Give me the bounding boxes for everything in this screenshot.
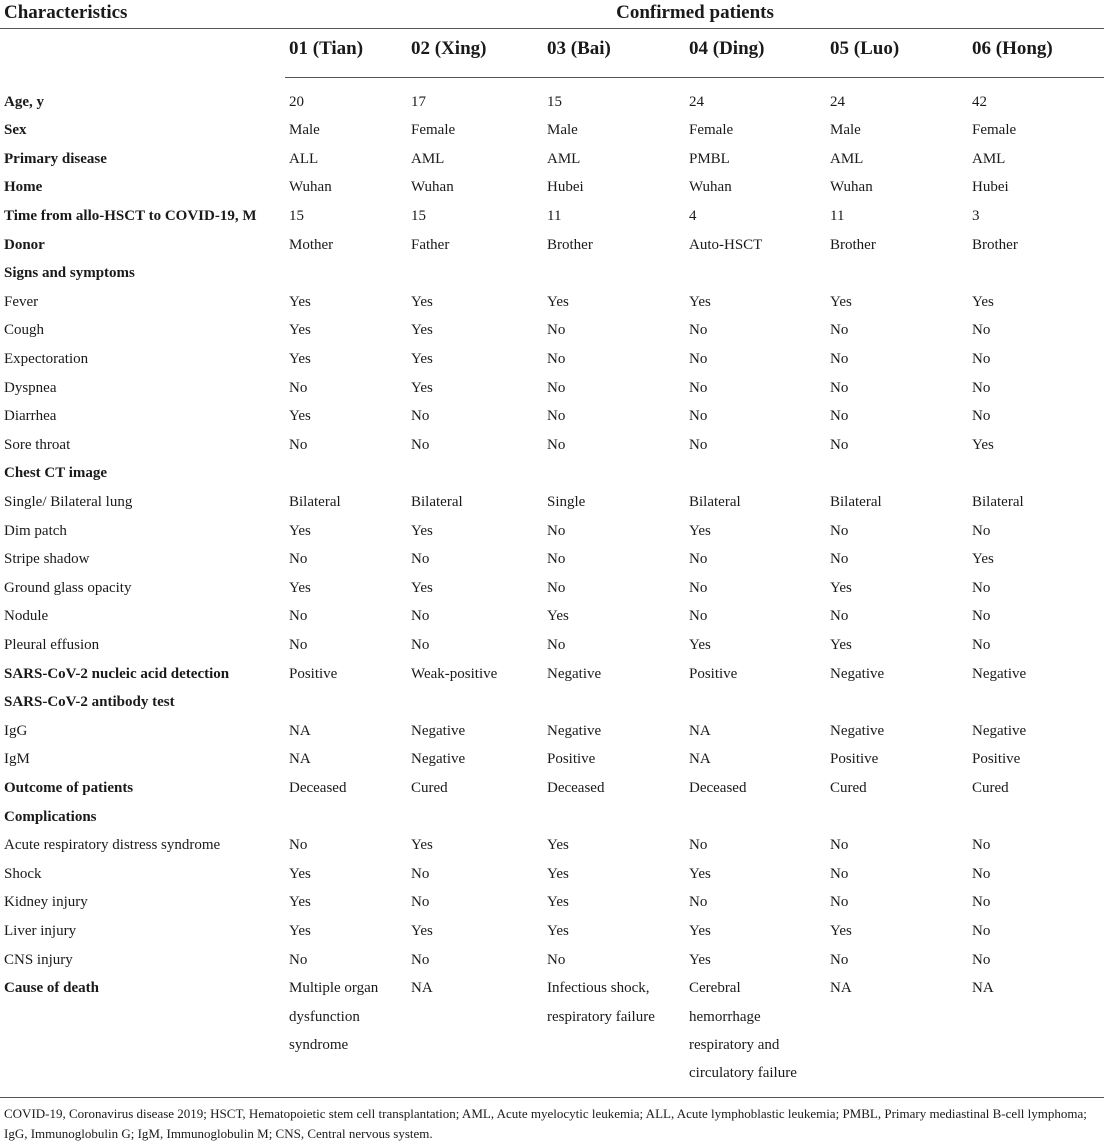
table-cell: No: [830, 608, 849, 625]
table-cell: Male: [547, 122, 578, 139]
table-cell: Male: [289, 122, 320, 139]
table-cell: Yes: [411, 922, 433, 939]
table-cell: No: [972, 522, 991, 539]
row-label: Shock: [4, 865, 42, 882]
table-cell: 24: [830, 93, 845, 110]
table-cell: Yes: [689, 865, 711, 882]
table-cell: No: [289, 436, 308, 453]
table-cell: AML: [972, 150, 1006, 167]
table-cell: Yes: [972, 551, 994, 568]
table-row: [0, 745, 1104, 774]
table-cell: AML: [547, 150, 581, 167]
table-cell: No: [547, 551, 566, 568]
row-label: Cause of death: [4, 980, 100, 997]
table-cell: No: [830, 436, 849, 453]
table-cell: 11: [830, 207, 845, 224]
row-label: CNS injury: [4, 951, 73, 968]
table-row: [0, 574, 1104, 603]
table-cell: AML: [830, 150, 864, 167]
table-row: [0, 288, 1104, 317]
table-row: [0, 660, 1104, 689]
row-label: Stripe shadow: [4, 551, 90, 568]
row-label: Expectoration: [4, 350, 89, 367]
table-cell: No: [411, 865, 430, 882]
table-cell: No: [289, 608, 308, 625]
row-label: Cough: [4, 322, 45, 339]
table-cell: Yes: [547, 922, 569, 939]
table-cell: No: [972, 608, 991, 625]
table-cell: No: [972, 922, 991, 939]
table-row: [0, 116, 1104, 145]
table-cell: No: [411, 636, 430, 653]
patient-header: 01 (Tian): [289, 38, 364, 59]
row-label: IgG: [4, 722, 28, 739]
table-cell: NA: [411, 980, 433, 997]
table-cell: Negative: [411, 751, 466, 768]
table-cell: No: [972, 579, 991, 596]
table-cell: Brother: [830, 236, 876, 253]
table-cell: Yes: [689, 922, 711, 939]
table-cell: Male: [830, 122, 861, 139]
table-cell: Yes: [972, 293, 994, 310]
table-row: [0, 860, 1104, 889]
table-cell: Yes: [547, 293, 569, 310]
table-row: [0, 602, 1104, 631]
table-cell: Yes: [411, 293, 433, 310]
table-cell: Bilateral: [689, 493, 741, 510]
table-cell: Cerebral hemorrhage respiratory and circulatory failure: [689, 980, 797, 1082]
table-cell: Father: [411, 236, 450, 253]
row-label: Chest CT image: [4, 465, 108, 482]
table-cell: Cured: [830, 779, 867, 796]
table-cell: Yes: [411, 322, 433, 339]
table-cell: Negative: [972, 722, 1027, 739]
table-cell: No: [689, 551, 708, 568]
table-cell: Yes: [830, 636, 852, 653]
table-cell: No: [411, 894, 430, 911]
table-cell: Positive: [689, 665, 738, 682]
table-cell: NA: [289, 722, 311, 739]
table-cell: NA: [689, 722, 711, 739]
table-cell: Yes: [289, 922, 311, 939]
row-label: Donor: [4, 236, 45, 253]
table-cell: Yes: [547, 894, 569, 911]
table-cell: Auto-HSCT: [689, 236, 763, 253]
table-cell: No: [289, 551, 308, 568]
table-cell: Negative: [411, 722, 466, 739]
table-footnote: COVID-19, Coronavirus disease 2019; HSCT, Hematopoietic stem cell transplantation; AML, Acute myelocytic leukemia; ALL, Acute lymphoblastic leukemia; PMBL, Primary mediastinal B-cell lymphoma; IgG, Immunoglobulin G; IgM, Immunoglobulin M; CNS, Central nervous system.: [4, 1106, 1087, 1141]
table-cell: Yes: [830, 922, 852, 939]
table-cell: No: [830, 837, 849, 854]
table-row: [0, 459, 1104, 488]
table-cell: No: [972, 837, 991, 854]
table-cell: No: [972, 350, 991, 367]
table-row: [0, 631, 1104, 660]
table-row: [0, 431, 1104, 460]
table-row: [0, 917, 1104, 946]
table-cell: NA: [289, 751, 311, 768]
table-cell: Female: [972, 122, 1017, 139]
row-label: Ground glass opacity: [4, 579, 132, 596]
table-row: [0, 803, 1104, 832]
table-row: [0, 88, 1104, 117]
table-cell: 11: [547, 207, 562, 224]
table-cell: No: [289, 837, 308, 854]
table-cell: Weak-positive: [411, 665, 498, 682]
table-row: [0, 173, 1104, 202]
row-label: Dyspnea: [4, 379, 57, 396]
table-cell: 15: [289, 207, 304, 224]
table-row: [0, 517, 1104, 546]
table-cell: Yes: [411, 579, 433, 596]
table-cell: Bilateral: [830, 493, 882, 510]
table-cell: Yes: [411, 350, 433, 367]
table-cell: No: [289, 636, 308, 653]
table-cell: Deceased: [689, 779, 747, 796]
table-cell: Yes: [289, 408, 311, 425]
table-cell: Single: [547, 493, 586, 510]
table-cell: Negative: [830, 722, 885, 739]
table-cell: No: [547, 951, 566, 968]
table-cell: No: [830, 951, 849, 968]
table-cell: No: [411, 951, 430, 968]
table-cell: AML: [411, 150, 445, 167]
table-cell: Negative: [830, 665, 885, 682]
table-row: [0, 259, 1104, 288]
table-cell: No: [547, 322, 566, 339]
table-row: [0, 545, 1104, 574]
table-row: [0, 374, 1104, 403]
table-cell: Wuhan: [830, 179, 873, 196]
table-cell: Deceased: [547, 779, 605, 796]
table-cell: Yes: [289, 865, 311, 882]
table-cell: 15: [547, 93, 562, 110]
table-cell: No: [547, 408, 566, 425]
table-row: [0, 202, 1104, 231]
table-cell: No: [689, 350, 708, 367]
table-row: [0, 402, 1104, 431]
table-cell: Yes: [689, 636, 711, 653]
row-label: SARS-CoV-2 nucleic acid detection: [4, 665, 230, 682]
table-cell: No: [689, 894, 708, 911]
table-cell: No: [830, 865, 849, 882]
row-label: Signs and symptoms: [4, 265, 135, 282]
row-label: Liver injury: [4, 922, 77, 939]
row-label: Primary disease: [4, 150, 107, 167]
row-label: Home: [4, 179, 43, 196]
row-label: Sex: [4, 122, 27, 139]
table-cell: No: [547, 579, 566, 596]
table-cell: Positive: [972, 751, 1021, 768]
table-cell: Yes: [689, 293, 711, 310]
table-cell: Brother: [972, 236, 1018, 253]
table-cell: Bilateral: [289, 493, 341, 510]
table-row: [0, 717, 1104, 746]
table-cell: Yes: [289, 293, 311, 310]
table-cell: No: [689, 608, 708, 625]
table-cell: No: [830, 408, 849, 425]
table-cell: Yes: [972, 436, 994, 453]
table-cell: 17: [411, 93, 426, 110]
row-label: Age, y: [4, 93, 44, 110]
row-label: Outcome of patients: [4, 779, 134, 796]
patient-header: 02 (Xing): [411, 38, 487, 59]
header-group-rule: [0, 28, 1104, 29]
table-row: [0, 488, 1104, 517]
table-cell: Negative: [972, 665, 1027, 682]
table-cell: No: [289, 951, 308, 968]
table-cell: NA: [689, 751, 711, 768]
table-cell: No: [689, 579, 708, 596]
table-cell: Positive: [289, 665, 338, 682]
table-cell: 42: [972, 93, 987, 110]
table-cell: Yes: [289, 350, 311, 367]
table-cell: Positive: [830, 751, 879, 768]
table-cell: No: [411, 551, 430, 568]
table-row: [0, 831, 1104, 860]
table-cell: Yes: [411, 379, 433, 396]
table-cell: No: [289, 379, 308, 396]
table-cell: Yes: [289, 894, 311, 911]
table-row: [0, 145, 1104, 174]
table-cell: Yes: [547, 865, 569, 882]
table-cell: No: [972, 865, 991, 882]
table-cell: No: [830, 894, 849, 911]
table-cell: No: [411, 608, 430, 625]
row-label: Diarrhea: [4, 408, 57, 425]
row-label: Acute respiratory distress syndrome: [4, 837, 221, 854]
row-label: IgM: [4, 751, 30, 768]
table-cell: Yes: [411, 522, 433, 539]
patient-header: 06 (Hong): [972, 38, 1053, 59]
table-cell: No: [689, 837, 708, 854]
table-cell: Yes: [830, 579, 852, 596]
table-cell: Cured: [972, 779, 1009, 796]
header-characteristics: Characteristics: [4, 2, 128, 23]
table-cell: Negative: [547, 722, 602, 739]
table-cell: Wuhan: [289, 179, 332, 196]
table-cell: Yes: [547, 608, 569, 625]
table-row: [0, 774, 1104, 803]
table-cell: No: [411, 408, 430, 425]
table-cell: Cured: [411, 779, 448, 796]
table-bottom-rule: [0, 1097, 1104, 1098]
table-row: [0, 946, 1104, 975]
table-row: [0, 888, 1104, 917]
table-cell: No: [972, 408, 991, 425]
table-cell: Bilateral: [411, 493, 463, 510]
table-cell: Wuhan: [689, 179, 732, 196]
table-cell: Female: [689, 122, 734, 139]
table-cell: No: [547, 636, 566, 653]
table-cell: No: [972, 951, 991, 968]
table-cell: 3: [972, 207, 980, 224]
row-label: Complications: [4, 808, 97, 825]
row-label: Sore throat: [4, 436, 71, 453]
table-cell: NA: [972, 980, 994, 997]
table-cell: Hubei: [972, 179, 1009, 196]
table-cell: No: [972, 379, 991, 396]
table-cell: Infectious shock, respiratory failure: [547, 980, 655, 1025]
table-cell: 15: [411, 207, 426, 224]
table-cell: No: [689, 379, 708, 396]
table-cell: No: [547, 522, 566, 539]
table-cell: No: [411, 436, 430, 453]
table-cell: No: [830, 379, 849, 396]
table-cell: Wuhan: [411, 179, 454, 196]
row-label: Fever: [4, 293, 39, 310]
table-cell: 20: [289, 93, 304, 110]
table-cell: Yes: [289, 322, 311, 339]
patient-header: 05 (Luo): [830, 38, 900, 59]
row-label: Pleural effusion: [4, 636, 100, 653]
table-cell: Positive: [547, 751, 596, 768]
table-cell: No: [547, 436, 566, 453]
table-cell: Female: [411, 122, 456, 139]
row-label: Time from allo-HSCT to COVID-19, M: [4, 207, 257, 224]
table-cell: Mother: [289, 236, 334, 253]
table-cell: 24: [689, 93, 704, 110]
table-cell: Deceased: [289, 779, 347, 796]
table-cell: No: [972, 894, 991, 911]
table-cell: Yes: [411, 837, 433, 854]
row-label: SARS-CoV-2 antibody test: [4, 694, 175, 711]
table-cell: 4: [689, 207, 697, 224]
table-cell: No: [830, 522, 849, 539]
table-cell: No: [689, 436, 708, 453]
header-confirmed-patients: Confirmed patients: [616, 2, 774, 23]
table-cell: PMBL: [689, 150, 730, 167]
table-cell: Hubei: [547, 179, 584, 196]
table-cell: No: [972, 636, 991, 653]
row-label: Nodule: [4, 608, 49, 625]
row-label: Kidney injury: [4, 894, 88, 911]
table-row: [0, 316, 1104, 345]
table-cell: Bilateral: [972, 493, 1024, 510]
table-cell: No: [547, 379, 566, 396]
table-cell: No: [830, 322, 849, 339]
table-cell: Negative: [547, 665, 602, 682]
table-cell: Yes: [289, 579, 311, 596]
table-row: [0, 345, 1104, 374]
table-cell: Yes: [289, 522, 311, 539]
table-cell: Yes: [830, 293, 852, 310]
table-cell: Multiple organ dysfunction syndrome: [289, 980, 379, 1053]
patient-header: 03 (Bai): [547, 38, 611, 59]
table-row: [0, 688, 1104, 717]
patient-header: 04 (Ding): [689, 38, 765, 59]
table-cell: No: [830, 551, 849, 568]
table-cell: No: [547, 350, 566, 367]
table-cell: ALL: [289, 150, 319, 167]
table-cell: No: [689, 322, 708, 339]
row-label: Single/ Bilateral lung: [4, 493, 133, 510]
table-cell: No: [972, 322, 991, 339]
table-row-cause-of-death: [0, 974, 1104, 1094]
row-label: Dim patch: [4, 522, 67, 539]
table-row: [0, 231, 1104, 260]
table-cell: Yes: [547, 837, 569, 854]
table-cell: Yes: [689, 951, 711, 968]
table-cell: No: [830, 350, 849, 367]
header-bottom-rule: [285, 77, 1104, 78]
table-cell: No: [689, 408, 708, 425]
table-cell: NA: [830, 980, 852, 997]
table-cell: Brother: [547, 236, 593, 253]
table-cell: Yes: [689, 522, 711, 539]
